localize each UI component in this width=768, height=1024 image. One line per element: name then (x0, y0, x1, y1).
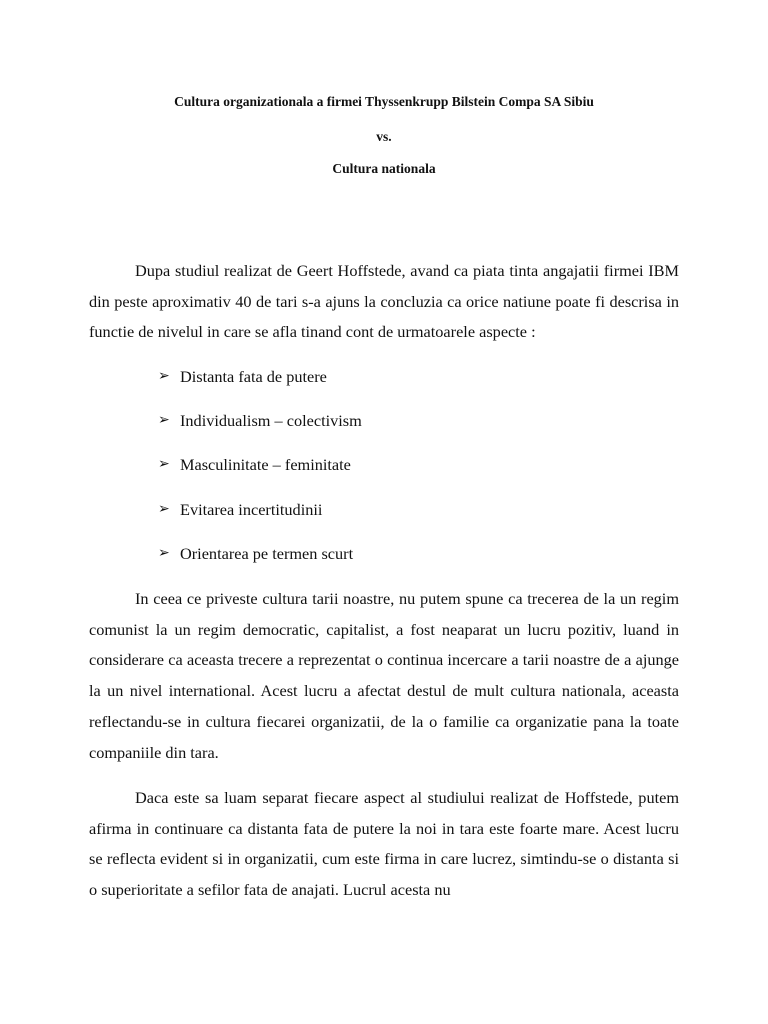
list-item (158, 451, 362, 495)
arrowhead-bullet-icon: ➢ (158, 369, 170, 384)
list-item (158, 363, 362, 407)
list-item-label: Distanta fata de putere (180, 367, 327, 386)
list-item-label: Masculinitate – feminitate (180, 455, 351, 475)
list-item-label: Orientarea pe termen scurt (180, 543, 354, 563)
paragraph-power-distance: Daca este sa luam separat fiecare aspect al studiului realizat de Hoffstede, putem afirma in continuare ca distanta fata de putere la noi in tara este foarte mare. Acest lucru se reflecta evident si in organizatii, cum este firma in care lucrez, simtindu-se o distanta si o superioritate a sefilor fata de anajati. Lucrul acesta nu (89, 788, 679, 900)
list-item-label: Individualism – colectivism (180, 411, 362, 431)
arrowhead-bullet-icon: ➢ (158, 545, 170, 561)
list-item (158, 407, 362, 451)
document-title: Cultura organizationala a firmei Thyssenkrupp Bilstein Compa SA Sibiu (174, 94, 594, 109)
arrowhead-bullet-icon: ➢ (158, 413, 170, 429)
arrowhead-bullet-icon: ➢ (158, 457, 170, 473)
aspects-list (158, 363, 362, 584)
list-item (158, 496, 362, 540)
paragraph-intro: Dupa studiul realizat de Geert Hoffstede, avand ca piata tinta angajatii firmei IBM din peste aproximativ 40 de tari s-a ajuns la concluzia ca orice natiune poate fi descrisa in functie de nivelul in care se afla tinand cont de urmatoarele aspecte : (89, 261, 679, 342)
list-item-label: Evitarea incertitudinii (180, 499, 323, 519)
arrowhead-bullet-icon: ➢ (158, 501, 170, 517)
document-subtitle: Cultura nationala (332, 161, 436, 176)
list-item (158, 540, 362, 584)
title-vs: vs. (376, 129, 392, 144)
paragraph-national-culture: In ceea ce priveste cultura tarii noastre, nu putem spune ca trecerea de la un regim comunist la un regim democratic, capitalist, a fost neaparat un lucru pozitiv, luand in considerare ca aceasta trecere a reprezentat o continua incercare a tarii noastre de a ajunge la un nivel international. Acest lucru a afectat destul de mult cultura nationala, aceasta reflectandu-se in cultura fiecarei organizatii, de la o familie ca organizatie pana la toate companiile din tara. (89, 589, 679, 762)
